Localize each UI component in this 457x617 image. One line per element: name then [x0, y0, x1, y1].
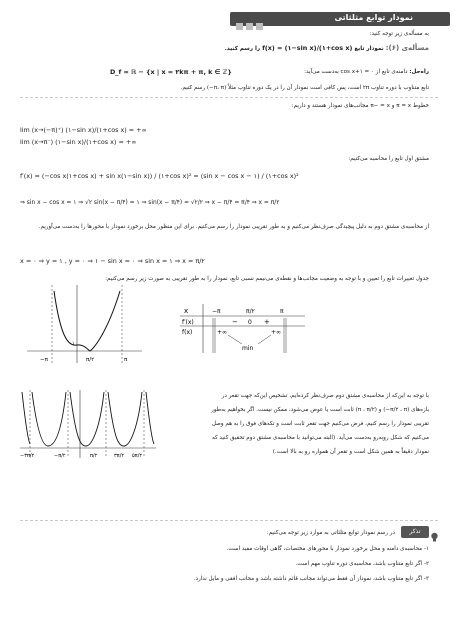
table-x-label: x: [184, 307, 189, 315]
solution-line3: خطوط π = x و π− = x مجانب‌های نمودار هستند و داریم:: [291, 103, 429, 109]
solution-line6: جدول تغییرات تابع را تعیین و با توجه به وضعیت مجانب‌ها و نقطه‌ی می‌نیمم نسبی تابع، نمودار را به طور تقریبی به صورت زیر رسم می‌کنیم:: [105, 276, 429, 282]
solution-line4: مشتق اول تابع را محاسبه می‌کنیم:: [348, 156, 429, 162]
solution-label: راه‌حل:: [409, 69, 429, 75]
derivative-solution: ⇒ sin x − cos x = ۱ ⇒ √۲ sin(x − π/۴) = ۱ ⇒ sin(x − π/۴) = √۲/۲ ⇒ x − π/۴ = π/۴ ⇒ x = π/۲: [20, 200, 280, 206]
solution-line5: از محاسبه‌ی مشتق دوم به دلیل پیچیدگی صرف‌نظر می‌کنیم و به طور تقریبی نمودار را رسم می‌کنیم. برای این منظور محل برخورد نمودار با محورها را به‌دست می‌آوریم.: [38, 224, 429, 230]
solution-line1-text: دامنه‌ی تابع از ۰ = ۱+cos x به‌دست می‌آید:: [304, 69, 408, 75]
divider: [20, 97, 438, 98]
limit-right: lim (x→π⁻) (۱−sin x)/(۱+cos x) = +∞: [20, 138, 137, 146]
graph1-y-tick: ۱: [72, 341, 75, 347]
tip-item-0: ۱- محاسبه‌ی دامنه و محل برخورد نمودار با محورهای مختصات، گاهی اوقات مفید است.: [226, 546, 429, 552]
table-x-val-0: −π: [212, 308, 221, 315]
tip-item-1: ۲- اگر تابع متناوب باشد، محاسبه‌ی دوره تناوب مهم است.: [295, 561, 429, 567]
page-title: نمودار توابع مثلثاتی: [334, 13, 413, 22]
variation-table: [180, 298, 310, 353]
table-sign-0: −: [232, 318, 238, 326]
domain-formula: D_f = ℝ − {x | x = ۲kπ + π, k ∈ ℤ}: [110, 68, 232, 76]
derivative-formula: f′(x) = (−cos x(۱+cos x) + sin x(۱−sin x)) / (۱+cos x)² = (sin x − cos x − ۱) / (۱+cos x)²: [20, 172, 299, 180]
solution-line2: تابع متناوب با دوره تناوب ۲π است، پس کافی است نمودار آن را در یک دوره تناوب مثلاً (π، π−) رسم کنیم.: [180, 85, 429, 91]
lightbulb-icon: [430, 527, 439, 537]
function-graph-2: [18, 388, 158, 463]
tip-item-2: ۳- اگر تابع متناوب باشد، نمودار آن فقط می‌تواند مجانب قائم داشته باشد و مجانب افقی و مایل ندارد.: [193, 576, 429, 582]
tip-badge: تذکر: [401, 526, 429, 538]
table-x-val-1: π/۲: [246, 308, 255, 315]
table-fprime-label: f′(x): [182, 319, 194, 326]
graph2-tick-1: −π/۲: [54, 453, 66, 459]
para2-line3: می‌کنیم که شکل روبه‌رو به‌دست می‌آید. (البته می‌توانید با محاسبه‌ی مشتق دوم تحقیق کنید که: [211, 435, 429, 441]
intercepts-formula: x = ۰ ⇒ y = ۱ , y = ۰ ⇒ ۱ − sin x = ۰ ⇒ sin x = ۱ ⇒ x = π/۲: [20, 257, 205, 265]
para2-line0: با توجه به این‌که از محاسبه‌ی مشتق دوم صرف‌نظر کرده‌ایم، تشخیص این‌که جهت تقعر در: [221, 393, 429, 399]
para2-line4: نمودار دقیقاً به همین شکل است و تقعر آن همواره رو به بالا است.): [272, 449, 429, 455]
problem-label: مسأله‌ی (۶):: [385, 44, 429, 52]
table-f-val-2: +∞: [271, 329, 282, 336]
graph2-tick-3: ۳π/۲: [114, 453, 125, 459]
graph1-tick-1: π/۲: [86, 357, 95, 363]
svg-text:0: 0: [248, 319, 252, 326]
para2-line2: تقریبی نمودار را رسم کنیم، فرض می‌کنیم جهت تقعر ثابت است و تکه‌های فوق را به هم وصل: [211, 421, 429, 427]
intro-text: به مسأله‌ی زیر توجه کنید:: [369, 31, 429, 37]
graph2-tick-0: −۳π/۲: [20, 453, 35, 459]
header-decoration: [236, 15, 266, 34]
solution-line1: [304, 68, 429, 76]
table-f-val-0: +∞: [217, 329, 228, 336]
graph1-tick-0: −π: [40, 357, 48, 363]
para2-line1: بازه‌های (π/۲ ، π−) و (π ، π/۲) ثابت است یا عوض می‌شود، ممکن نیست. اگر بخواهیم به‌طور: [211, 407, 429, 413]
table-sign-1: +: [264, 318, 270, 326]
divider-tip: [20, 520, 438, 521]
function-graph-1: [22, 283, 147, 368]
problem-line: [225, 44, 429, 53]
table-x-val-2: π: [280, 308, 284, 315]
problem-function: f(x) = (۱−sin x)/(۱+cos x): [262, 44, 353, 52]
problem-text: نمودار تابع: [354, 46, 384, 52]
problem-tail: را رسم کنید.: [224, 46, 261, 52]
graph2-tick-4: ۵π/۲: [132, 453, 143, 459]
tip-intro: در رسم نمودار توابع مثلثاتی به موارد زیر توجه می‌کنیم:: [266, 530, 395, 536]
graph1-tick-2: π: [124, 357, 128, 363]
limit-left: lim (x→(−π)⁺) (۱−sin x)/(۱+cos x) = +∞: [20, 126, 147, 134]
table-f-val-1: min: [242, 345, 254, 352]
table-f-label: f(x): [182, 329, 193, 336]
graph2-tick-2: π/۲: [90, 453, 98, 459]
